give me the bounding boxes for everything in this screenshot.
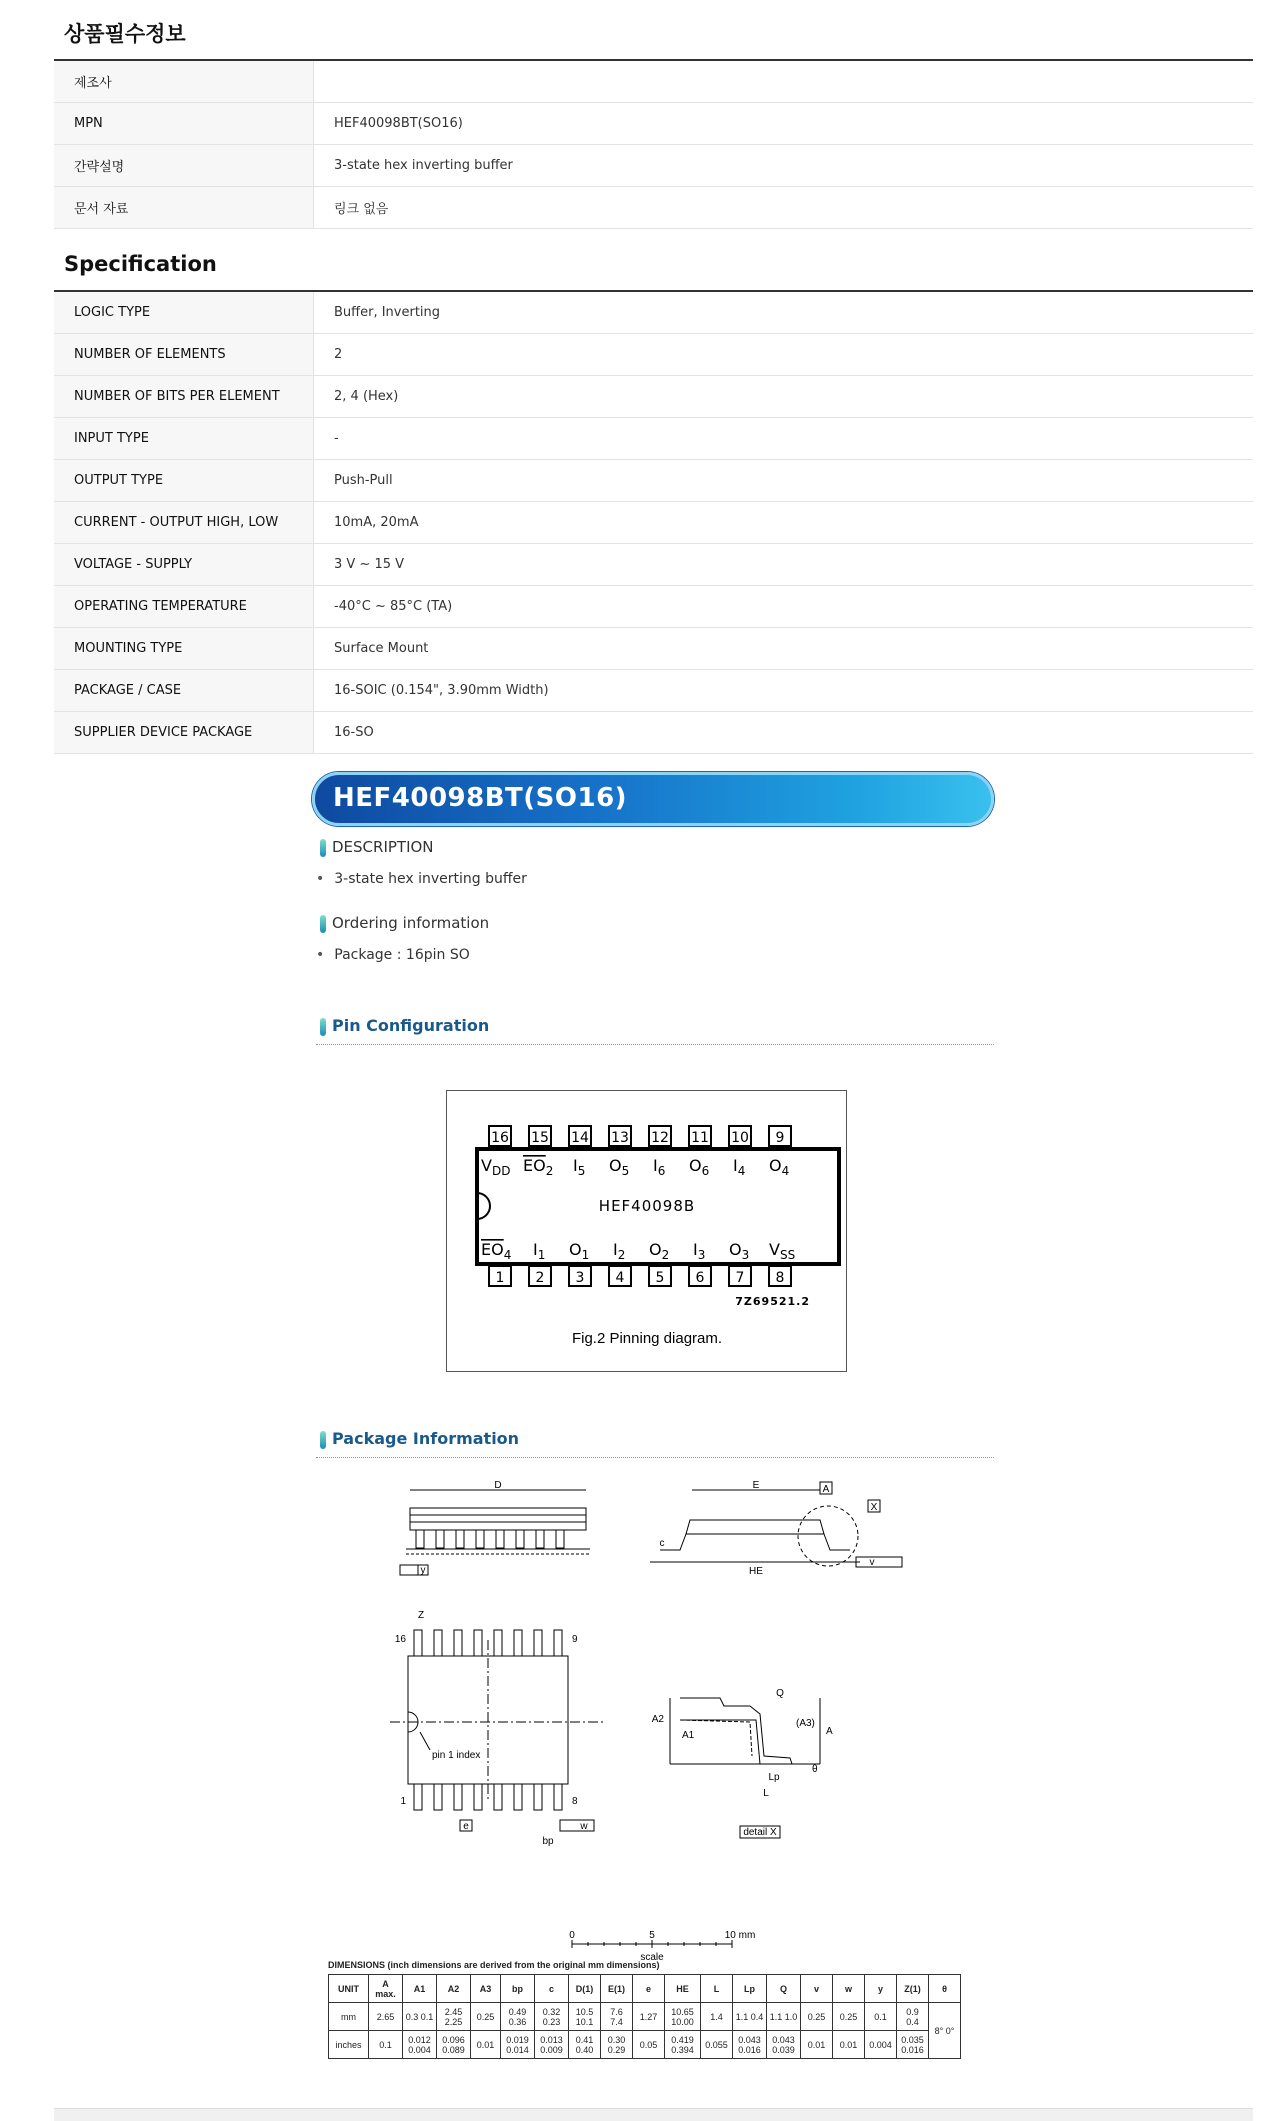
dim-label: Lp	[768, 1772, 780, 1783]
dim-label: (A3)	[796, 1718, 815, 1729]
dimensions-caption: DIMENSIONS (inch dimensions are derived from the original mm dimensions)	[328, 1960, 660, 1970]
pin-number: 15	[531, 1130, 549, 1146]
pin-config-heading	[320, 1016, 489, 1036]
dim-label: X	[870, 1502, 878, 1513]
svg-text:O4: $O_4$	[769, 1156, 790, 1178]
pin-number: 5	[655, 1270, 665, 1286]
table-row: mm 2.65 0.3 0.1 2.45 2.25 0.25 0.49 0.36 0.32 0.23 10.5 10.1 7.6 7.4 1.27 10.65 10.00 1.4 1.1 0.4 1.1 1.0 0.25 0.25 0.1 0.9 0.4 8° 0°	[329, 2003, 961, 2031]
svg-text:I4: $I_4$	[733, 1156, 746, 1178]
row-key: 제조사	[54, 61, 314, 102]
scale-word: scale	[640, 1952, 664, 1963]
pinning-figure	[446, 1090, 847, 1372]
table-row	[54, 61, 1253, 103]
row-value: 2, 4 (Hex)	[334, 389, 399, 404]
row-value: 2	[334, 347, 343, 362]
package-info-heading	[320, 1429, 519, 1449]
pin-number: 4	[615, 1270, 625, 1286]
pill-icon	[320, 915, 326, 933]
dim-label: A	[826, 1726, 833, 1737]
dim-label: A	[822, 1484, 830, 1495]
svg-text:VDD: $V_{DD}$	[481, 1156, 511, 1178]
table-row	[54, 502, 1253, 544]
dim-label: e	[463, 1821, 469, 1832]
dim-label: E	[752, 1480, 760, 1491]
dim-label: HE	[749, 1566, 763, 1577]
row-value: 링크 없음	[334, 202, 389, 217]
description-heading-text: DESCRIPTION	[332, 838, 434, 856]
row-key: OPERATING TEMPERATURE	[54, 586, 314, 627]
table-row	[54, 376, 1253, 418]
row-key: MOUNTING TYPE	[54, 628, 314, 669]
row-value: HEF40098BT(SO16)	[334, 116, 463, 131]
scale-label: 10 mm	[724, 1930, 756, 1941]
dim-label: 9	[572, 1634, 578, 1645]
svg-text:I3: $I_3$	[693, 1240, 706, 1262]
svg-text:O3: $O_3$	[729, 1240, 750, 1262]
row-key: VOLTAGE - SUPPLY	[54, 544, 314, 585]
pin-number: 6	[695, 1270, 705, 1286]
table-row: inches 0.1 0.012 0.004 0.096 0.089 0.01 0.019 0.014 0.013 0.009 0.41 0.40 0.30 0.29 0.05 0.419 0.394 0.055 0.043 0.016 0.043 0.039 0.01 0.01 0.004 0.035 0.016	[329, 2031, 961, 2059]
package-info-heading-text: Package Information	[332, 1429, 520, 1448]
row-value: Buffer, Inverting	[334, 305, 441, 320]
detail-label: detail X	[743, 1827, 777, 1838]
row-key: MPN	[54, 103, 314, 144]
row-value: 3-state hex inverting buffer	[334, 158, 513, 173]
ordering-item: • Package : 16pin SO	[316, 947, 470, 963]
row-value: 16-SO	[334, 725, 374, 740]
specification-title: Specification	[64, 252, 217, 276]
pin1-label: pin 1 index	[432, 1750, 481, 1761]
dim-label: w	[580, 1821, 588, 1832]
table-row	[54, 460, 1253, 502]
dim-label: A2	[651, 1714, 664, 1725]
table-row	[54, 103, 1253, 145]
svg-text:I6: $I_6$	[653, 1156, 666, 1178]
pin-number: 16	[491, 1130, 509, 1146]
dim-label: A1	[682, 1730, 695, 1741]
scale-label: 5	[649, 1930, 655, 1941]
table-row	[54, 187, 1253, 229]
divider	[316, 1044, 994, 1045]
pinning-diagram	[447, 1091, 848, 1373]
dim-label: Q	[776, 1688, 784, 1699]
pin-number: 11	[691, 1130, 709, 1146]
dim-label: v	[869, 1557, 875, 1568]
table-row: UNIT A max. A1 A2 A3 bp c D(1) E(1) e HE L Lp Q v w y Z(1) θ	[329, 1975, 961, 2003]
row-key: PACKAGE / CASE	[54, 670, 314, 711]
required-info-table	[54, 59, 1253, 229]
svg-text:EO2: $EO_2$	[523, 1156, 554, 1178]
svg-text:O2: $O_2$	[649, 1240, 670, 1262]
row-key: INPUT TYPE	[54, 418, 314, 459]
row-value: 10mA, 20mA	[334, 515, 419, 530]
pin-number: 2	[535, 1270, 545, 1286]
row-key: OUTPUT TYPE	[54, 460, 314, 501]
row-value	[314, 61, 1253, 102]
pill-icon	[320, 839, 326, 857]
dim-label: c	[659, 1538, 665, 1549]
svg-text:I1: $I_1$	[533, 1240, 546, 1262]
chip-name: HEF40098B	[598, 1197, 696, 1215]
pin-number: 14	[571, 1130, 589, 1146]
svg-text:O1: $O_1$	[569, 1240, 590, 1262]
dim-label: 8	[572, 1796, 578, 1807]
row-key: SUPPLIER DEVICE PACKAGE	[54, 712, 314, 753]
row-value: -40°C ~ 85°C (TA)	[334, 599, 453, 614]
description-item: • 3-state hex inverting buffer	[316, 871, 527, 887]
banner-title: HEF40098BT(SO16)	[333, 783, 628, 813]
row-value: -	[334, 431, 339, 446]
dim-label: 1	[400, 1796, 406, 1807]
table-row	[54, 712, 1253, 754]
svg-text:VSS: $V_{SS}$	[769, 1240, 796, 1262]
pill-icon	[320, 1018, 326, 1036]
row-key: 간략설명	[54, 145, 314, 186]
row-key: NUMBER OF ELEMENTS	[54, 334, 314, 375]
dim-label: θ	[812, 1764, 818, 1775]
table-row	[54, 586, 1253, 628]
divider	[316, 1457, 994, 1458]
pin-number: 3	[575, 1270, 585, 1286]
pill-icon	[320, 1431, 326, 1449]
required-info-title: 상품필수정보	[64, 22, 186, 46]
product-banner	[312, 772, 994, 826]
scale-label: 0	[569, 1930, 575, 1941]
pin-number: 7	[735, 1270, 745, 1286]
table-row	[54, 418, 1253, 460]
dim-label: y	[420, 1565, 426, 1576]
dim-label: L	[763, 1788, 769, 1799]
description-heading	[320, 838, 434, 857]
row-key: LOGIC TYPE	[54, 292, 314, 333]
package-drawing	[320, 1470, 1000, 1970]
svg-text:I5: $I_5$	[573, 1156, 586, 1178]
row-value: 16-SOIC (0.154", 3.90mm Width)	[334, 683, 549, 698]
row-value: Surface Mount	[334, 641, 429, 656]
row-key: CURRENT - OUTPUT HIGH, LOW	[54, 502, 314, 543]
pin-number: 9	[775, 1130, 785, 1146]
drawing-code: 7Z69521.2	[735, 1295, 810, 1308]
table-row	[54, 145, 1253, 187]
svg-text:O6: $O_6$	[689, 1156, 710, 1178]
pin-number: 10	[731, 1130, 749, 1146]
ordering-heading	[320, 914, 489, 933]
row-value: 3 V ~ 15 V	[334, 557, 405, 572]
pin-number: 12	[651, 1130, 669, 1146]
table-row	[54, 292, 1253, 334]
svg-text:O5: $O_5$	[609, 1156, 630, 1178]
pin-number: 1	[495, 1270, 505, 1286]
table-row	[54, 670, 1253, 712]
horizontal-scrollbar[interactable]	[54, 2108, 1253, 2121]
table-row	[54, 334, 1253, 376]
svg-text:EO4: $EO_4$	[481, 1240, 512, 1262]
svg-text:I2: $I_2$	[613, 1240, 626, 1262]
dim-label: D	[494, 1480, 502, 1491]
table-row	[54, 544, 1253, 586]
dim-label: 16	[394, 1634, 406, 1645]
row-key: 문서 자료	[54, 187, 314, 228]
specification-table	[54, 290, 1253, 754]
pin-number: 13	[611, 1130, 629, 1146]
row-key: NUMBER OF BITS PER ELEMENT	[54, 376, 314, 417]
dim-label: Z	[418, 1610, 425, 1621]
dim-label: bp	[542, 1836, 554, 1847]
pin-config-heading-text: Pin Configuration	[332, 1016, 490, 1035]
dimensions-table	[328, 1974, 961, 2059]
row-value: Push-Pull	[334, 473, 393, 488]
table-row	[54, 628, 1253, 670]
figure-caption: Fig.2 Pinning diagram.	[571, 1330, 723, 1347]
ordering-heading-text: Ordering information	[332, 914, 490, 932]
pin-number: 8	[775, 1270, 785, 1286]
